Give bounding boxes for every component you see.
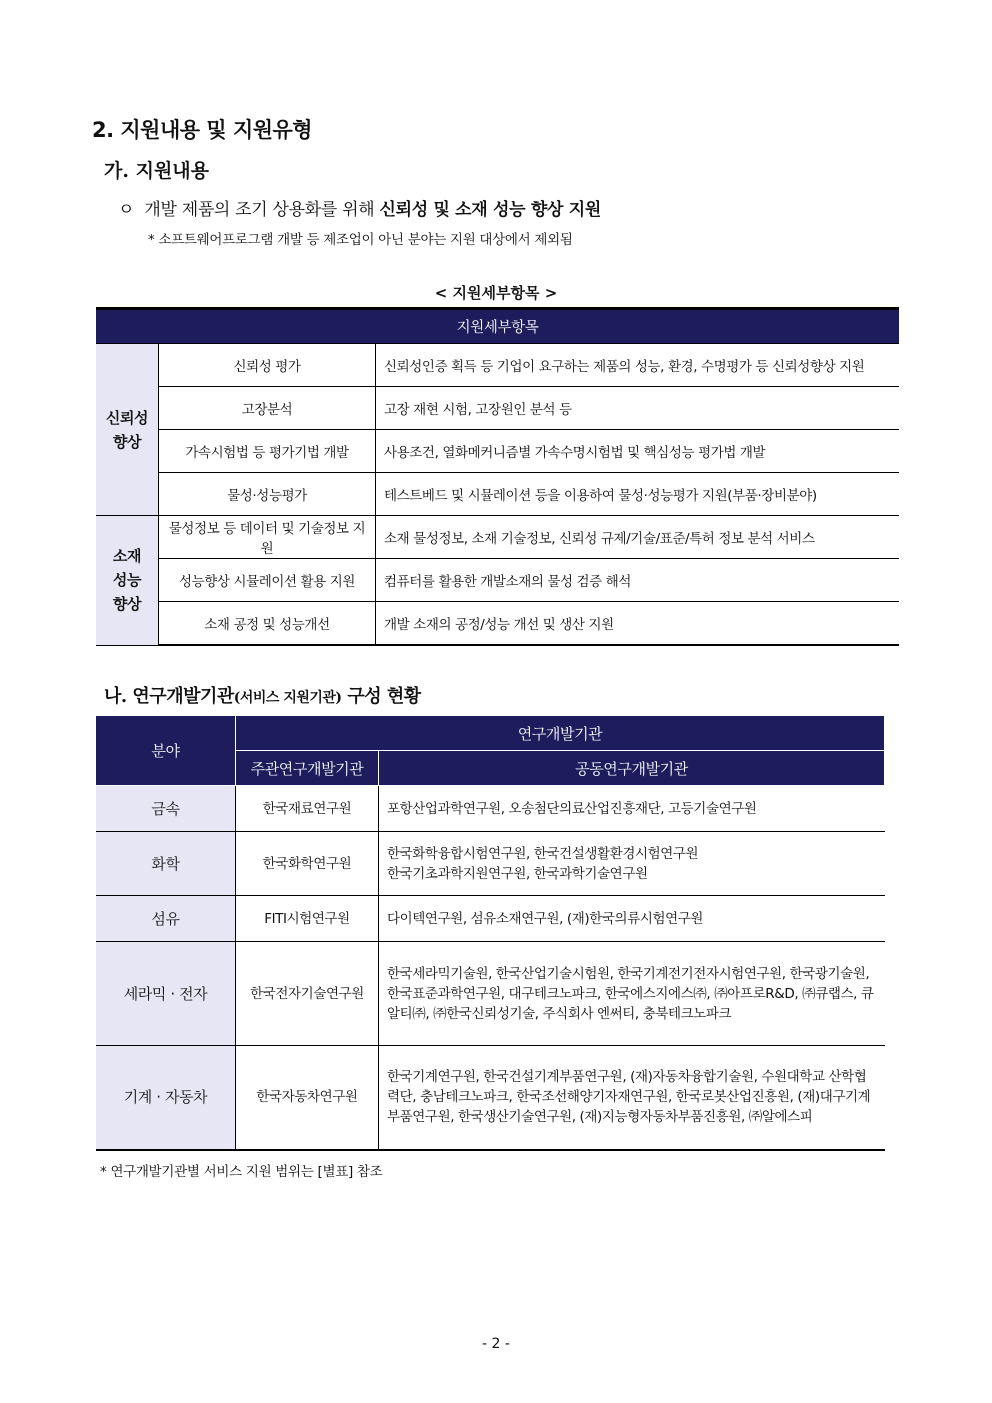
item-cell: 물성·성능평가 [159, 473, 376, 516]
bullet-bold-text: 신뢰성 및 소재 성능 향상 지원 [379, 200, 602, 220]
joint-org-cell: 포항산업과학연구원, 오송첨단의료산업진흥재단, 고등기술연구원 [379, 786, 885, 832]
main-org-cell: FITI시험연구원 [236, 896, 379, 942]
table-row [96, 344, 899, 387]
subsection-b-title: 나. 연구개발기관(서비스 지원기관) 구성 현황 [104, 686, 421, 707]
table-row [96, 602, 899, 646]
main-org-cell: 한국화학연구원 [236, 832, 379, 896]
table-row [96, 387, 899, 430]
table-row [96, 942, 885, 1046]
main-org-cell: 한국자동차연구원 [236, 1046, 379, 1150]
table1-header: 지원세부항목 [96, 309, 899, 344]
desc-cell: 컴퓨터를 활용한 개발소재의 물성 검증 해석 [376, 559, 900, 602]
desc-cell: 사용조건, 열화메커니즘별 가속수명시험법 및 핵심성능 평가법 개발 [376, 430, 900, 473]
table1-caption: < 지원세부항목 > [434, 284, 558, 302]
desc-cell: 테스트베드 및 시뮬레이션 등을 이용하여 물성·성능평가 지원(부품·장비분야) [376, 473, 900, 516]
table-row [96, 516, 899, 559]
item-cell: 가속시험법 등 평가기법 개발 [159, 430, 376, 473]
item-cell: 성능향상 시뮬레이션 활용 지원 [159, 559, 376, 602]
desc-cell: 개발 소재의 공정/성능 개선 및 생산 지원 [376, 602, 900, 646]
table-row [96, 832, 885, 896]
joint-org-cell: 한국화학융합시험연구원, 한국건설생활환경시험연구원 한국기초과학지원연구원, 한국과학기술연구원 [379, 832, 885, 896]
field-cell: 섬유 [96, 896, 236, 942]
category-cell: 소재 성능 향상 [96, 516, 159, 646]
header-main: 주관연구개발기관 [236, 751, 379, 786]
joint-org-cell: 다이텍연구원, 섬유소재연구원, (재)한국의류시험연구원 [379, 896, 885, 942]
table-row [96, 786, 885, 832]
bullet-marker: ㅇ [118, 200, 135, 220]
field-cell: 세라믹 · 전자 [96, 942, 236, 1046]
table-row [96, 430, 899, 473]
table-row [96, 896, 885, 942]
exclusion-note: * 소프트웨어프로그램 개발 등 제조업이 아닌 분야는 지원 대상에서 제외됨 [148, 232, 573, 248]
header-org: 연구개발기관 [236, 716, 885, 751]
joint-org-cell: 한국기계연구원, 한국건설기계부품연구원, (재)자동차융합기술원, 수원대학교 산학협력단, 충남테크노파크, 한국조선해양기자재연구원, 한국로봇산업진흥원, (재)대구기계부품연구원, 한국생산기술연구원, (재)지능형자동차부품진흥원, ㈜알에스피 [379, 1046, 885, 1150]
bullet-text: 개발 제품의 조기 상용화를 위해 [144, 200, 380, 220]
field-cell: 화학 [96, 832, 236, 896]
header-joint: 공동연구개발기관 [379, 751, 885, 786]
reference-note: * 연구개발기관별 서비스 지원 범위는 [별표] 참조 [100, 1164, 383, 1180]
section-title: 2. 지원내용 및 지원유형 [92, 118, 313, 142]
main-org-cell: 한국재료연구원 [236, 786, 379, 832]
support-bullet [118, 195, 601, 220]
support-items-table [96, 307, 899, 646]
field-cell: 금속 [96, 786, 236, 832]
item-cell: 고장분석 [159, 387, 376, 430]
subsection-a-title: 가. 지원내용 [104, 160, 209, 182]
page-number: - 2 - [482, 1336, 510, 1352]
desc-cell: 신뢰성인증 획득 등 기업이 요구하는 제품의 성능, 환경, 수명평가 등 신뢰성향상 지원 [376, 344, 900, 387]
main-org-cell: 한국전자기술연구원 [236, 942, 379, 1046]
table-row [96, 473, 899, 516]
item-cell: 신뢰성 평가 [159, 344, 376, 387]
item-cell: 소재 공정 및 성능개선 [159, 602, 376, 646]
category-cell: 신뢰성 향상 [96, 344, 159, 516]
joint-org-cell: 한국세라믹기술원, 한국산업기술시험원, 한국기계전기전자시험연구원, 한국광기술원, 한국표준과학연구원, 대구테크노파크, 한국에스지에스㈜, ㈜아프로R&D, ㈜큐랩스, 큐알티㈜, ㈜한국신뢰성기술, 주식회사 엔써티, 충북테크노파크 [379, 942, 885, 1046]
table-row [96, 1046, 885, 1150]
field-cell: 기계 · 자동차 [96, 1046, 236, 1150]
desc-cell: 고장 재현 시험, 고장원인 분석 등 [376, 387, 900, 430]
item-cell: 물성정보 등 데이터 및 기술정보 지원 [159, 516, 376, 559]
header-field: 분야 [96, 716, 236, 786]
rnd-institutions-table [96, 715, 885, 1151]
table-row [96, 559, 899, 602]
desc-cell: 소재 물성정보, 소재 기술정보, 신뢰성 규제/기술/표준/특허 정보 분석 서비스 [376, 516, 900, 559]
